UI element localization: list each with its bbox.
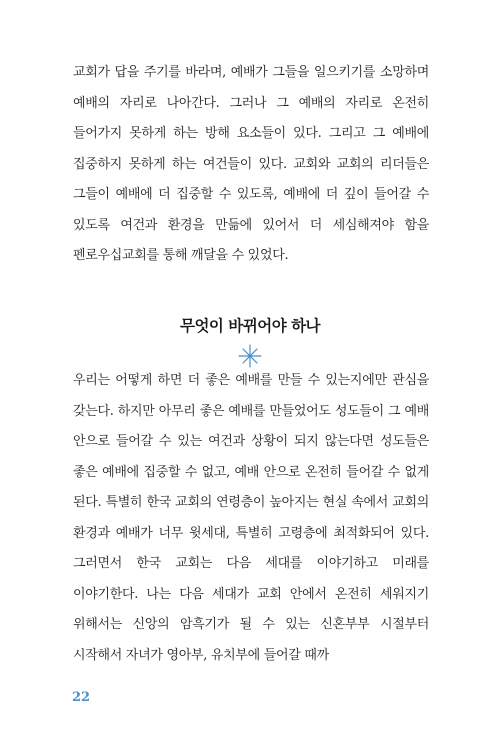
page-number: 22: [72, 690, 91, 705]
body-paragraph-intro: 교회가 답을 주기를 바라며, 예배가 그들을 일으키기를 소망하며 예배의 자리로 나아간다. 그러나 그 예배의 자리로 온전히 들어가지 못하게 하는 방해 요소들이 있다. 그리고 그 예배에 집중하지 못하게 하는 여건들이 있다. 교회와 교회의 리더들은 그들이 예배에 더 집중할 수 있도록, 예배에 더 깊이 들어갈 수 있도록 여건과 환경을 만듦에 있어서 더 세심해져야 함을 펜로우십교회를 통해 깨달을 수 있었다.: [73, 65, 429, 263]
body-paragraph-main: 우리는 어떻게 하면 더 좋은 예배를 만들 수 있는지에만 관심을 갖는다. 하지만 아무리 좋은 예배를 만들었어도 성도들이 그 예배 안으로 들어갈 수 있는 여건과 상황이 되지 않는다면 성도들은 좋은 예배에 집중할 수 없고, 예배 안으로 온전히 들어갈 수 없게 된다. 특별히 한국 교회의 연령층이 높아지는 현실 속에서 교회의 환경과 예배가 너무 윗세대, 특별히 고령층에 최적화되어 있다. 그러면서 한국 교회는 다음 세대를 이야기하고 미래를 이야기한다. 나는 다음 세대가 교회 안에서 온전히 세워지기 위해서는 신앙의 암흑기가 될 수 있는 신혼부부 시절부터 시작해서 자녀가 영아부, 유치부에 들어갈 때까: [73, 373, 429, 663]
sparkle-ornament-icon: [238, 344, 262, 368]
section-heading: 무엇이 바뀌어야 하나: [179, 317, 321, 335]
